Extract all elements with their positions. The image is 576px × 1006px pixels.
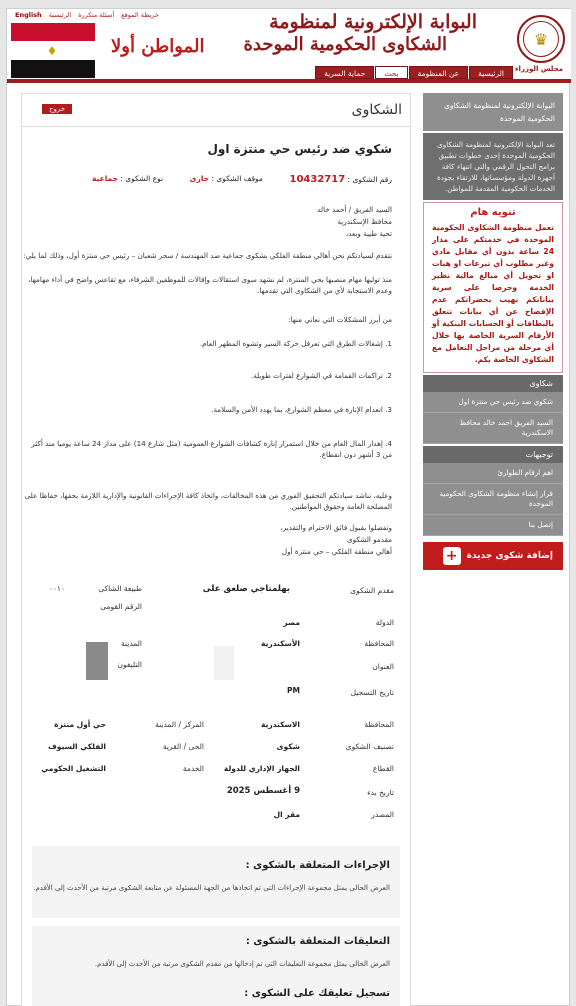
comments-desc: العرض الحالى يمثل مجموعة التعليقات التى تم إدخالها من مقدم الشكوى مرتبة من الأحدث إلى الأقدم. bbox=[94, 960, 390, 968]
sector-value: الجهاز الإداري للدولة bbox=[223, 764, 300, 773]
tab-privacy[interactable]: حماية السرية bbox=[315, 66, 374, 79]
national-id-label: الرقم القومى bbox=[100, 602, 142, 611]
portal-box: البوابة الإلكترونية لمنظومة الشكاوى الحكومية الموحدة bbox=[423, 93, 563, 131]
main-nav bbox=[315, 66, 513, 79]
letter-para: وعليه، نناشد سيادتكم التحقيق الفوري من هذه المخالفات، واتخاذ كافة الإجراءات القانونية والإدارية اللازمة بحقها، حفاظا على المصلحة العامة وحقوق المواطنين. bbox=[24, 491, 392, 511]
source-value: مقر ال bbox=[273, 810, 300, 819]
center-label: المركز / المدينة bbox=[155, 720, 204, 729]
address-label: العنوان bbox=[372, 662, 394, 671]
submitter-label: مقدم الشكوى bbox=[350, 586, 394, 595]
comments-section bbox=[32, 926, 400, 988]
comments-title: التعليقات المتعلقة بالشكوى : bbox=[245, 936, 390, 947]
plus-icon: + bbox=[443, 547, 461, 565]
classification-value: شكوى bbox=[276, 742, 300, 751]
letter-para: منذ توليها مهام منصبها بحي المنتزة، لم نشهد سوى استقالات وإقالات للموظفين الشرفاء، مع تقاعس واضح في أداء مهامها، وعدم الاستجابة لأي من الشكاوى التي تقدمها. bbox=[28, 275, 392, 295]
source-label: المصدر bbox=[371, 810, 394, 819]
country-label: الدولة bbox=[375, 618, 394, 627]
warning-title: تنويه هام bbox=[470, 207, 516, 218]
panel-header bbox=[22, 94, 410, 127]
letter-to: السيد الفريق / أحمد خالد bbox=[317, 205, 392, 214]
redacted-box bbox=[86, 642, 108, 680]
start-date-value: 9 أغسطس 2025 bbox=[226, 786, 300, 796]
nature-value: ٠٠١٠ bbox=[48, 584, 65, 593]
classification-label: تصنيف الشكوى bbox=[345, 742, 394, 751]
complaint-number: رقم الشكوى : 10432717 bbox=[289, 174, 392, 185]
sidebar-complaint-item[interactable]: السيد الفريق احمد خالد محافظ الاسكندرية bbox=[423, 413, 563, 444]
governorate-value: الأسكندرية bbox=[261, 639, 300, 648]
redacted-box bbox=[214, 646, 234, 680]
tab-about[interactable]: عن المنظومة bbox=[409, 66, 469, 79]
english-link[interactable]: English bbox=[15, 11, 42, 19]
complaint-status: موقف الشكوى : جارى bbox=[189, 174, 263, 183]
panel-title: الشكاوى bbox=[351, 102, 402, 118]
tab-search[interactable]: بحث bbox=[375, 66, 407, 79]
add-comment-title[interactable]: تسجيل تعليقك على الشكوى : bbox=[244, 988, 390, 999]
letter-greeting: تحية طيبة وبعد، bbox=[345, 229, 392, 238]
complaint-type: نوع الشكوى : جماعية bbox=[92, 174, 164, 183]
district-value: الفلكي السيوف bbox=[48, 742, 106, 751]
start-date-label: تاريخ بدء bbox=[367, 788, 394, 797]
list-item: 1. إشغالات الطرق التي تعرقل حركة السير وتشوه المظهر العام. bbox=[199, 339, 392, 348]
letter-para: أهالي منطقة الفلكي – حي منتزة أول bbox=[281, 547, 392, 556]
sidebar-directive-item[interactable]: قرار إنشاء منظومة الشكاوى الحكومية الموحدة bbox=[423, 484, 563, 515]
about-box: تعد البوابة الإلكترونية لمنظومة الشكاوى الحكومية الموحدة إحدى خطوات تطبيق برامج التحول الرقمي والتي انتهاء كافة أجهزة الدولة ومؤسساتها، للارتقاء بجودة الخدمات الحكومية المقدمة للمواطن. bbox=[423, 133, 563, 200]
directives-heading: توجيهات bbox=[423, 446, 563, 463]
nature-label: طبيعة الشاكى bbox=[98, 584, 142, 593]
list-item: 3. انعدام الإنارة في معظم الشوارع، بما يهدد الأمن والسلامة. bbox=[211, 405, 392, 414]
add-complaint-label: إضافة شكوى جديدة bbox=[466, 551, 553, 561]
service-value: التشغيل الحكومي bbox=[41, 764, 106, 773]
eagle-icon: ♦ bbox=[46, 44, 58, 59]
registration-label: تاريخ التسجيل bbox=[350, 688, 394, 697]
header-divider bbox=[7, 79, 571, 83]
home-link[interactable]: الرئيسية bbox=[48, 11, 72, 19]
letter-role: محافظ الإسكندرية bbox=[337, 217, 392, 226]
cabinet-label: مجلس الوزراء bbox=[514, 65, 563, 73]
top-links bbox=[15, 11, 159, 19]
governorate2-label: المحافظة bbox=[364, 720, 394, 729]
add-complaint-button[interactable] bbox=[423, 542, 563, 570]
letter-para: مقدمو الشكوى bbox=[346, 535, 392, 544]
warning-text: تعمل منظومة الشكاوى الحكومية الموحدة في خدمتكم على مدار 24 ساعة بدون أي مقابل مادي وغير مطلوب أي تبرعات او هبات او تحويل أي مبالغ مالية نظير الخدمة وحرصا على سرية بياناتكم نهيب بحضراتكم عدم الإفصاح عن أي بيانات تتعلق بالبطاقات أو الحسابات البنكية أو الأرقام السرية الخاصة بها خلال أي مرحلة من مراحل التعامل مع الشكاوى الخاصة بكم. bbox=[432, 223, 554, 364]
letter-para: نتقدم لسيادتكم نحن أهالي منطقة الفلكي بشكوى جماعية ضد المهندسة / سحر شعبان – رئيس حي منتزة أول، وذلك لما يلي: bbox=[23, 251, 392, 260]
sidebar-directive-item[interactable]: إتصل بنا bbox=[423, 515, 563, 536]
phone-label: التليفون bbox=[117, 660, 142, 669]
letter-para: من أبرز المشكلات التي نعاني منها: bbox=[288, 315, 392, 324]
tab-home[interactable]: الرئيسية bbox=[469, 66, 513, 79]
sidebar-directive-item[interactable]: اهم ارقام الطوارئ bbox=[423, 463, 563, 484]
main-panel bbox=[21, 93, 411, 1006]
procedures-section bbox=[32, 846, 400, 918]
complaint-title: شكوي ضد رئيس حي منتزة اول bbox=[207, 142, 392, 156]
letter-para: وتفضلوا بقبول فائق الاحترام والتقدير، bbox=[280, 523, 392, 532]
egypt-flag bbox=[11, 23, 95, 78]
registration-value: PM bbox=[287, 686, 300, 695]
cabinet-logo[interactable] bbox=[517, 15, 565, 63]
list-item: 4. إهدار المال العام من خلال استمرار إنارة كشافات الشوارع العمومية (مثل شارع 14) على مدار 24 ساعة يوميا منذ أكثر من 3 أشهر دون انقطاع. bbox=[31, 439, 392, 459]
eagle-emblem-icon: ♛ bbox=[523, 21, 559, 57]
sidebar-complaint-item[interactable]: شكوي ضد رئيس حي منتزة اول bbox=[423, 392, 563, 413]
procedures-desc: العرض الحالى يمثل مجموعة الإجراءات التى تم اتخاذها من الجهة المسئولة عن متابعة الشكوى مرتبة من الأحدث إلى الأقدم. bbox=[33, 884, 390, 892]
header bbox=[7, 9, 571, 79]
warning-box bbox=[423, 202, 563, 373]
city-label: المدينة bbox=[120, 639, 142, 648]
faq-link[interactable]: أسئلة متكررة bbox=[78, 11, 115, 19]
list-item: 2. تراكمات القمامة في الشوارع لفترات طويلة. bbox=[250, 371, 392, 380]
site-title-line1: البوابة الإلكترونية لمنظومة bbox=[269, 11, 477, 33]
complaints-heading: شكاوى bbox=[423, 375, 563, 392]
governorate2-value: الاسكندرية bbox=[261, 720, 300, 729]
country-value: مصر bbox=[283, 618, 300, 627]
complaint-meta bbox=[92, 174, 392, 185]
logout-button[interactable]: خروج bbox=[42, 104, 72, 114]
sidebar bbox=[423, 93, 563, 570]
add-comment-section bbox=[32, 980, 400, 1006]
submitter-value: بهلمتاجي صلعق على bbox=[202, 584, 290, 594]
site-title-line2: الشكاوى الحكومية الموحدة bbox=[243, 34, 447, 55]
governorate-label: المحافظة bbox=[364, 639, 394, 648]
procedures-title: الإجراءات المتعلقة بالشكوى : bbox=[245, 860, 390, 871]
sector-label: القطاع bbox=[372, 764, 394, 773]
sitemap-link[interactable]: خريطة الموقع bbox=[121, 11, 159, 19]
page bbox=[6, 8, 570, 1006]
center-value: حي أول منتزة bbox=[54, 720, 106, 729]
service-label: الخدمة bbox=[182, 764, 204, 773]
district-label: الحى / القرية bbox=[162, 742, 204, 751]
slogan: المواطن أولا bbox=[111, 36, 205, 57]
